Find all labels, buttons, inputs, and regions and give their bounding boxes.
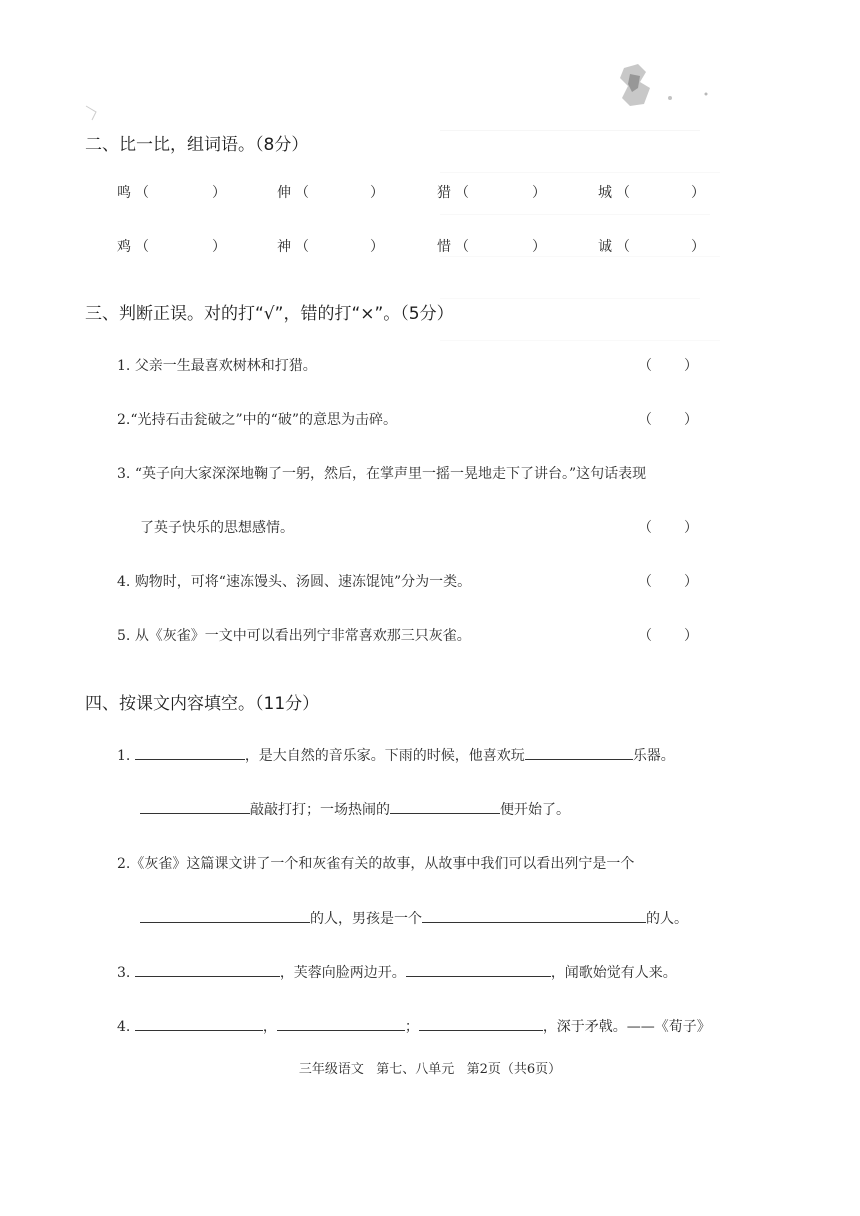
fill-blank[interactable]	[140, 799, 250, 814]
fill-question-2-line-2	[140, 908, 688, 928]
fill-question-3	[117, 962, 677, 982]
open-paren: （	[455, 239, 469, 255]
fill-blank[interactable]	[135, 745, 245, 760]
section-3-heading: 三、判断正误。对的打“√”，错的打“×”。（5分）	[85, 304, 454, 324]
answer-paren-open[interactable]: （	[638, 520, 652, 536]
question-text: 便开始了。	[500, 802, 570, 818]
open-paren: （	[135, 239, 149, 255]
fill-blank[interactable]	[277, 1016, 405, 1031]
answer-blank[interactable]: ）	[212, 185, 226, 201]
word-cell	[277, 236, 384, 256]
item-number: 1.	[117, 748, 131, 764]
item-number: 4.	[117, 1019, 131, 1035]
fill-question-4	[117, 1016, 711, 1036]
word-row-1	[0, 182, 860, 206]
word-char: 诚	[598, 239, 612, 255]
word-char: 神	[277, 239, 291, 255]
answer-paren-close[interactable]: ）	[684, 358, 698, 374]
fill-blank[interactable]	[140, 908, 310, 923]
section-4-heading: 四、按课文内容填空。（11分）	[85, 694, 320, 714]
open-paren: （	[616, 185, 630, 201]
question-text: ，芙蓉向脸两边开。	[279, 965, 406, 981]
statement-5	[117, 625, 471, 645]
answer-blank[interactable]: ）	[370, 239, 384, 255]
word-cell	[117, 236, 226, 256]
word-char: 猎	[437, 185, 451, 201]
word-cell	[277, 182, 384, 202]
question-text: ，是大自然的音乐家。下雨的时候，他喜欢玩	[244, 748, 525, 764]
statement-text: “英子向大家深深地鞠了一躬，然后，在掌声里一摇一晃地走下了讲台。”这句话表现	[134, 466, 647, 482]
fill-blank[interactable]	[525, 745, 633, 760]
question-text: 的人，男孩是一个	[310, 911, 422, 927]
page-footer: 三年级语文 第七、八单元 第2页（共6页）	[298, 1062, 562, 1077]
word-cell	[437, 236, 546, 256]
answer-paren-open[interactable]: （	[638, 574, 652, 590]
item-number: 2.	[117, 412, 131, 428]
question-text: ，	[262, 1019, 277, 1035]
answer-paren-open[interactable]: （	[638, 412, 652, 428]
scan-smudge-mark	[610, 58, 720, 114]
answer-paren-close[interactable]: ）	[684, 520, 698, 536]
item-number: 5.	[117, 628, 131, 644]
statement-text: “光持石击瓮破之”中的“破”的意思为击碎。	[130, 412, 397, 428]
open-paren: （	[455, 185, 469, 201]
answer-paren-close[interactable]: ）	[684, 628, 698, 644]
answer-paren-open[interactable]: （	[638, 358, 652, 374]
word-row-2	[0, 236, 860, 260]
fill-blank[interactable]	[406, 962, 551, 977]
word-char: 惜	[437, 239, 451, 255]
word-char: 鸡	[117, 239, 131, 255]
fill-blank[interactable]	[419, 1016, 543, 1031]
word-cell	[437, 182, 546, 202]
open-paren: （	[616, 239, 630, 255]
item-number: 2.	[117, 856, 131, 872]
question-text: 《灰雀》这篇课文讲了一个和灰雀有关的故事，从故事中我们可以看出列宁是一个	[130, 856, 635, 872]
word-cell	[598, 236, 705, 256]
word-char: 城	[598, 185, 612, 201]
fill-blank[interactable]	[135, 1016, 263, 1031]
fill-question-1-line-2	[140, 799, 570, 819]
statement-text: 父亲一生最喜欢树林和打猎。	[134, 358, 317, 374]
open-paren: （	[295, 185, 309, 201]
statement-3	[117, 463, 646, 483]
statement-1	[117, 355, 317, 375]
answer-paren-open[interactable]: （	[638, 628, 652, 644]
answer-blank[interactable]: ）	[691, 239, 705, 255]
question-text: 敲敲打打；一场热闹的	[250, 802, 390, 818]
item-number: 3.	[117, 965, 131, 981]
item-number: 1.	[117, 358, 131, 374]
question-text: 乐器。	[632, 748, 675, 764]
question-text: ，闻歌始觉有人来。	[550, 965, 677, 981]
word-char: 鸣	[117, 185, 131, 201]
question-text: ；	[404, 1019, 419, 1035]
answer-blank[interactable]: ）	[532, 239, 546, 255]
statement-4	[117, 571, 471, 591]
answer-blank[interactable]: ）	[212, 239, 226, 255]
open-paren: （	[135, 185, 149, 201]
item-number: 4.	[117, 574, 131, 590]
statement-3-continued: 了英子快乐的思想感情。	[140, 520, 294, 536]
word-cell	[598, 182, 705, 202]
statement-text: 购物时，可将“速冻馒头、汤圆、速冻馄饨”分为一类。	[134, 574, 472, 590]
fill-blank[interactable]	[422, 908, 646, 923]
fill-blank[interactable]	[390, 799, 500, 814]
answer-paren-close[interactable]: ）	[684, 412, 698, 428]
word-cell	[117, 182, 226, 202]
answer-blank[interactable]: ）	[691, 185, 705, 201]
answer-blank[interactable]: ）	[370, 185, 384, 201]
item-number: 3.	[117, 466, 131, 482]
statement-text: 从《灰雀》一文中可以看出列宁非常喜欢那三只灰雀。	[134, 628, 471, 644]
answer-blank[interactable]: ）	[532, 185, 546, 201]
statement-2	[117, 409, 397, 429]
scan-corner-mark	[82, 98, 112, 128]
fill-blank[interactable]	[135, 962, 280, 977]
fill-question-2-line-1	[117, 853, 634, 873]
section-2-heading: 二、比一比，组词语。（8分）	[85, 135, 309, 155]
question-text: 的人。	[646, 911, 688, 927]
answer-paren-close[interactable]: ）	[684, 574, 698, 590]
word-char: 伸	[277, 185, 291, 201]
question-text: ，深于矛戟。——《荀子》	[542, 1019, 711, 1035]
fill-question-1-line-1	[117, 745, 675, 765]
open-paren: （	[295, 239, 309, 255]
